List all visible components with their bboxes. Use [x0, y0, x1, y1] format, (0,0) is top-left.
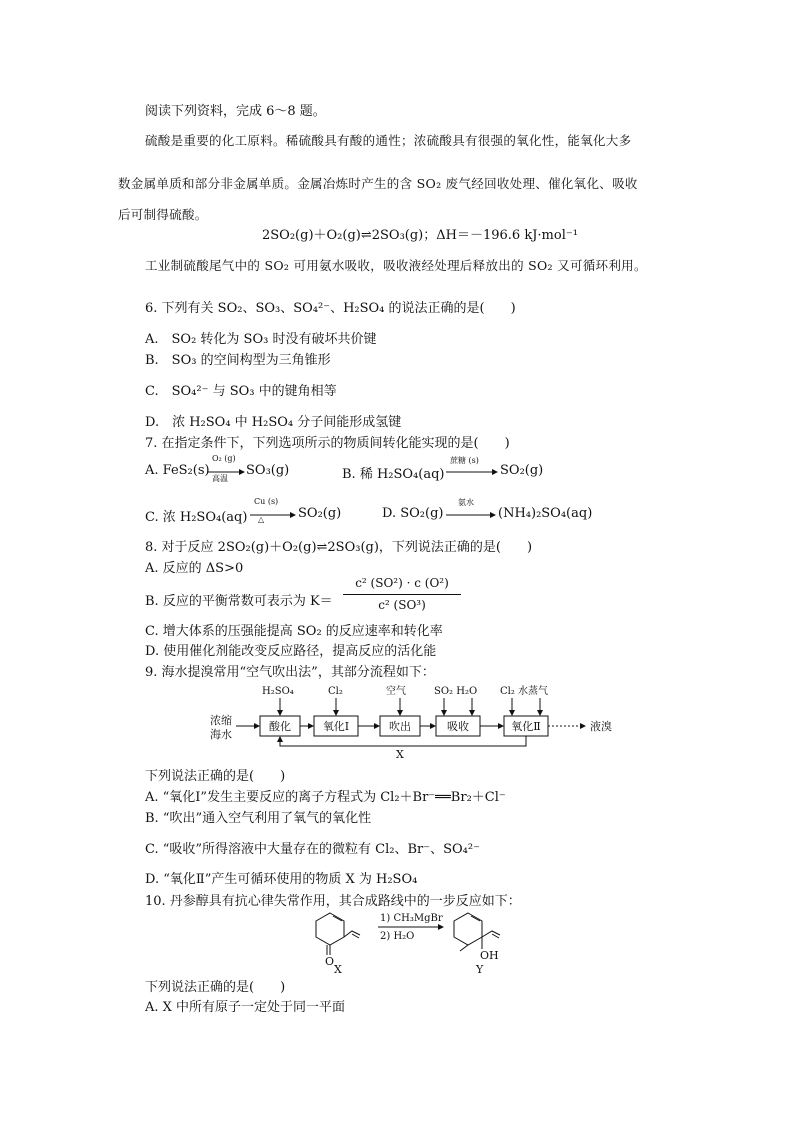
reaction-reagent-2: 2) H₂O — [380, 931, 415, 942]
q8-option-b-numerator: c² (SO²) · c (O²) — [355, 576, 449, 590]
q9-stem: 9. 海水提溴常用“空气吹出法”，其部分流程如下： — [145, 665, 435, 680]
molecule-x — [316, 913, 360, 955]
q7-option-a-condition-bottom: 高温 — [212, 474, 228, 483]
q7-option-c-right: SO₂(g) — [298, 506, 342, 521]
molecule-x-oxygen: O — [325, 955, 335, 968]
q7-option-a-left: A. FeS₂(s) — [145, 463, 210, 478]
flow-box-acidify-label: 酸化 — [269, 720, 291, 733]
q6-option-c: C. SO₄²⁻ 与 SO₃ 中的键角相等 — [145, 384, 337, 399]
q7-option-d-arrow — [446, 511, 496, 519]
molecule-y — [454, 913, 500, 951]
passage-line-4: 工业制硫酸尾气中的 SO₂ 可用氨水吸收，吸收液经处理后释放出的 SO₂ 又可循环利用。 — [145, 258, 647, 273]
flow-reagent-5: Cl₂ 水蒸气 — [500, 686, 549, 697]
q9-prompt: 下列说法正确的是( ) — [145, 769, 286, 784]
q7-option-d-left: D. SO₂(g) — [382, 506, 444, 521]
q7-option-c-condition-bottom: △ — [258, 515, 265, 524]
flow-reagent-2: Cl₂ — [328, 686, 343, 697]
flow-box-absorb-label: 吸收 — [447, 720, 469, 733]
flow-box-oxidation-2-label: 氧化Ⅱ — [511, 720, 541, 733]
flow-loop-label: X — [396, 748, 404, 760]
flow-box-blowout-label: 吹出 — [389, 720, 411, 733]
reaction-reagent-1: 1) CH₃MgBr — [380, 913, 443, 924]
q9-option-c: C. “吸收”所得溶液中大量存在的微粒有 Cl₂、Br⁻、SO₄²⁻ — [145, 842, 480, 857]
q7-option-c-left: C. 浓 H₂SO₄(aq) — [145, 510, 248, 525]
q7-stem: 7. 在指定条件下，下列选项所示的物质间转化能实现的是( ) — [145, 436, 510, 451]
q7-option-d-right: (NH₄)₂SO₄(aq) — [498, 506, 593, 521]
q7-option-b-left: B. 稀 H₂SO₄(aq) — [342, 467, 445, 482]
q9-option-b: B. “吹出”通入空气利用了氧气的氧化性 — [145, 811, 372, 826]
q7-option-c-condition-top: Cu (s) — [254, 497, 279, 506]
q8-option-b-denominator: c² (SO³) — [378, 598, 426, 612]
flow-input-line-2: 海水 — [210, 728, 232, 741]
molecule-y-label: Y — [476, 963, 484, 975]
q8-option-d: D. 使用催化剂能改变反应路径，提高反应的活化能 — [145, 644, 437, 659]
passage-line-1: 硫酸是重要的化工原料。稀硫酸具有酸的通性；浓硫酸具有很强的氧化性，能氧化大多 — [145, 133, 632, 148]
intro-line: 阅读下列资料，完成 6～8 题。 — [145, 104, 326, 119]
q7-option-d-condition-top: 氨水 — [458, 498, 474, 507]
flow-box-oxidation-1-label: 氧化Ⅰ — [322, 720, 350, 733]
q9-flow-diagram — [200, 680, 630, 760]
q10-prompt: 下列说法正确的是( ) — [145, 980, 286, 995]
q10-stem: 10. 丹参醇具有抗心律失常作用，其合成路线中的一步反应如下： — [145, 894, 521, 909]
q10-reaction-scheme — [300, 905, 520, 975]
molecule-x-label: X — [334, 963, 342, 975]
q6-option-d: D. 浓 H₂SO₄ 中 H₂SO₄ 分子间能形成氢键 — [145, 415, 402, 430]
flow-reagent-4: SO₂ H₂O — [434, 686, 478, 697]
q7-option-a-right: SO₃(g) — [246, 463, 290, 478]
passage-line-2: 数金属单质和部分非金属单质。金属冶炼时产生的含 SO₂ 废气经回收处理、催化氧化、吸收 — [118, 176, 638, 191]
q7-option-b-condition-top: 蔗糖 (s) — [450, 456, 479, 465]
flow-reagent-1: H₂SO₄ — [262, 686, 294, 697]
q7-option-a-arrow — [207, 468, 245, 476]
q8-option-c: C. 增大体系的压强能提高 SO₂ 的反应速率和转化率 — [145, 624, 443, 639]
q6-option-a: A. SO₂ 转化为 SO₃ 时没有破坏共价键 — [145, 332, 377, 347]
q8-option-a: A. 反应的 ΔS>0 — [145, 561, 244, 576]
q7-option-a-condition-top: O₂ (g) — [212, 454, 236, 463]
passage-equation: 2SO₂(g)＋O₂(g)⇌2SO₃(g)；ΔH＝－196.6 kJ·mol⁻¹ — [262, 228, 578, 243]
flow-reagent-3: 空气 — [386, 686, 406, 697]
passage-line-3: 后可制得硫酸。 — [118, 207, 208, 222]
q8-option-b-prefix: B. 反应的平衡常数可表示为 K＝ — [145, 594, 333, 609]
q6-option-b: B. SO₃ 的空间构型为三角锥形 — [145, 353, 331, 368]
q8-stem: 8. 对于反应 2SO₂(g)＋O₂(g)⇌2SO₃(g)，下列说法正确的是( ) — [145, 540, 533, 555]
q7-option-b-arrow — [446, 468, 498, 476]
q8-option-b-fraction-bar — [343, 594, 461, 595]
q10-option-a: A. X 中所有原子一定处于同一平面 — [145, 1000, 346, 1015]
q9-option-a: A. “氧化Ⅰ”发生主要反应的离子方程式为 Cl₂＋Br⁻══Br₂＋Cl⁻ — [145, 790, 506, 805]
q7-option-c-arrow — [250, 511, 296, 519]
flow-input-line-1: 浓缩 — [210, 714, 232, 727]
flow-output: 液溴 — [590, 720, 612, 733]
q6-stem: 6. 下列有关 SO₂、SO₃、SO₄²⁻、H₂SO₄ 的说法正确的是( ) — [145, 301, 516, 316]
q7-option-b-right: SO₂(g) — [500, 463, 544, 478]
q9-option-d: D. “氧化Ⅱ”产生可循环使用的物质 X 为 H₂SO₄ — [145, 872, 418, 887]
molecule-y-hydroxyl: OH — [480, 949, 499, 962]
